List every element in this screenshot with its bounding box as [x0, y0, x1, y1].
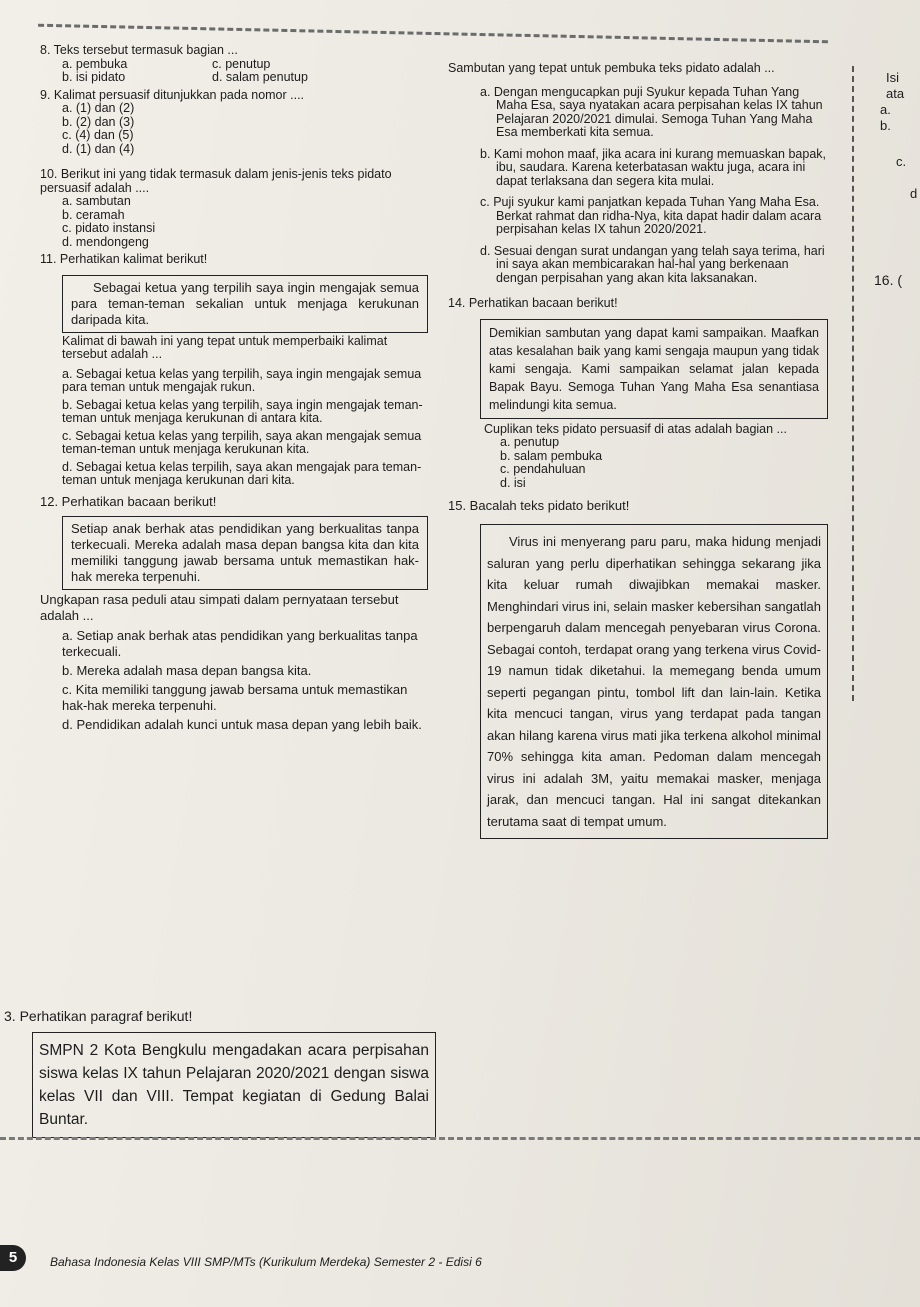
q11-option-d: d. Sebagai ketua kelas terpilih, saya akan mengajak para teman-teman untuk menjaga kerukunan dari kita.: [62, 459, 422, 487]
q8-options: [40, 58, 428, 85]
q9-option-b: b. (2) dan (3): [62, 114, 135, 129]
q12-prompt: Ungkapan rasa peduli atau simpati dalam pernyataan tersebut adalah ...: [40, 591, 399, 623]
q13-quote-box: [32, 1032, 436, 1138]
q10-stem: 10. Berikut ini yang tidak termasuk dalam jenis-jenis teks pidato persuasif adalah ....: [40, 167, 392, 195]
edge-fragment-b: b.: [880, 118, 891, 133]
edge-fragment-a: a.: [880, 102, 891, 117]
q14-option-a: a. penutup: [500, 435, 560, 449]
q12-quote-box: [62, 516, 428, 590]
q14-prompt: Cuplikan teks pidato persuasif di atas adalah bagian ...: [484, 421, 787, 436]
q11-stem: 11. Perhatikan kalimat berikut!: [40, 252, 208, 266]
q12-quote-text: Setiap anak berhak atas pendidikan yang berkualitas tanpa terkecuali. Mereka adalah masa depan bangsa kita dan kita memiliki tanggung jawab bersama untuk memastikan hak-hak mereka terpenuhi.: [71, 520, 419, 584]
q13-option-b: b. Kami mohon maaf, jika acara ini kurang memuaskan bapak, ibu, saudara. Karena keterbatasan waktu juga, acara ini dapat terlaksana dan segera kita mulai.: [480, 146, 827, 188]
q13-stem: 3. Perhatikan paragraf berikut!: [4, 1008, 193, 1024]
top-dashed-border: [38, 24, 828, 44]
q13-option-a: a. Dengan mengucapkan puji Syukur kepada Tuhan Yang Maha Esa, saya nyatakan acara perpisahan kelas IX tahun Pelajaran 2020/2021 dimulai. Semoga Tuhan Yang Maha Esa memberkati kita semua.: [480, 84, 823, 139]
edge-fragment-d: d: [910, 186, 918, 201]
edge-fragment-ata: ata: [886, 86, 905, 101]
right-edge-divider: [852, 66, 854, 701]
q9-option-a: a. (1) dan (2): [62, 101, 135, 115]
right-column: [448, 61, 828, 839]
q14-option-c: c. pendahuluan: [500, 462, 586, 476]
q9-option-d: d. (1) dan (4): [62, 141, 135, 156]
bottom-dashed-border: [0, 1137, 920, 1140]
q15-quote-text: Virus ini menyerang paru paru, maka hidung menjadi saluran yang perlu diperhatikan sehingga sekarang jika kita keluar rumah diwajibkan memakai masker. Menghindari virus ini, selain masker kebersihan sangatlah berpengaruh dalam mencegah penyebaran virus Corona. Sebagai contoh, terdapat orang yang terkena virus Covid-19 namun tidak diketahui. la memegang benda umum seperti pegangan pintu, tombol lift dan lain-lain. Ketika kita mencuci tangan, virus yang terdapat pada tangan akan hilang karena virus mati jika terkena alkohol minimal 70% sehingga kita aman. Pedoman dalam mencegah virus ini adalah 3M, yaitu memakai masker, menjaga jarak, dan mencuci tangan. Hal ini sangat ditekankan terutama saat di tempat umum.: [487, 534, 821, 829]
q12-option-a: a. Setiap anak berhak atas pendidikan yang berkualitas tanpa terkecuali.: [62, 627, 418, 659]
page-number: 5: [0, 1245, 26, 1271]
q11-option-c: c. Sebagai ketua kelas yang terpilih, saya akan mengajak semua teman-teman untuk menjaga kerukunan kita.: [62, 428, 422, 456]
q15-stem: 15. Bacalah teks pidato berikut!: [448, 498, 630, 513]
footer-text: Bahasa Indonesia Kelas VIII SMP/MTs (Kurikulum Merdeka) Semester 2 - Edisi 6: [50, 1255, 482, 1269]
q9-stem: 9. Kalimat persuasif ditunjukkan pada nomor ....: [40, 87, 305, 102]
q8-option-c: c. penutup: [212, 56, 271, 71]
q8-option-d: d. salam penutup: [212, 70, 308, 84]
q10-option-b: b. ceramah: [62, 207, 125, 222]
edge-fragment-isi: Isi: [886, 70, 899, 85]
q11-option-a: a. Sebagai ketua kelas yang terpilih, saya ingin mengajak semua para teman untuk mengajak rukun.: [62, 366, 422, 394]
left-column: [40, 44, 428, 733]
q12-option-c: c. Kita memiliki tanggung jawab bersama untuk memastikan hak-hak mereka terpenuhi.: [62, 681, 408, 713]
q11-prompt: Kalimat di bawah ini yang tepat untuk memperbaiki kalimat tersebut adalah ...: [62, 333, 388, 361]
q12-option-b: b. Mereka adalah masa depan bangsa kita.: [62, 662, 312, 678]
q13-option-d: d. Sesuai dengan surat undangan yang telah saya terima, hari ini saya akan membicarakan hal-hal yang berkenaan dengan perpisahan yang akan kita laksanakan.: [480, 243, 825, 285]
q8-option-b: b. isi pidato: [62, 70, 126, 84]
q13-question-stem: Sambutan yang tepat untuk pembuka teks pidato adalah ...: [448, 61, 775, 75]
q11-quote-box: [62, 275, 428, 333]
q11-option-b: b. Sebagai ketua kelas yang terpilih, saya ingin mengajak teman-teman untuk menjaga kerukunan di antara kita.: [62, 397, 423, 425]
q10-option-c: c. pidato instansi: [62, 221, 156, 235]
q12-stem: 12. Perhatikan bacaan berikut!: [40, 493, 217, 509]
q10-option-a: a. sambutan: [62, 194, 131, 208]
q8-stem: 8. Teks tersebut termasuk bagian ...: [40, 43, 238, 57]
q12-option-d: d. Pendidikan adalah kunci untuk masa depan yang lebih baik.: [62, 716, 422, 732]
q13-quote-text: SMPN 2 Kota Bengkulu mengadakan acara perpisahan siswa kelas IX tahun Pelajaran 2020/2021 dengan siswa kelas VII dan VIII. Tempat kegiatan di Gedung Balai Buntar.: [39, 1042, 429, 1128]
q11-quote-text: Sebagai ketua yang terpilih saya ingin mengajak semua para teman-teman sekalian untuk menjaga kerukunan daripada kita.: [71, 279, 419, 327]
q13-block: [4, 1008, 436, 1138]
q14-stem: 14. Perhatikan bacaan berikut!: [448, 296, 618, 310]
q15-quote-box: [480, 524, 828, 839]
right-edge-fragments: [866, 70, 916, 288]
q13-option-c: c. Puji syukur kami panjatkan kepada Tuhan Yang Maha Esa. Berkat rahmat dan ridha-Nya, kita dapat hadir dalam acara perpisahan kelas IX tahun 2020/2021.: [480, 195, 822, 236]
edge-fragment-16: 16. (: [874, 272, 903, 288]
q8-option-a: a. pembuka: [62, 56, 128, 71]
q10-option-d: d. mendongeng: [62, 234, 149, 249]
q14-option-b: b. salam pembuka: [500, 448, 603, 463]
q14-quote-text: Demikian sambutan yang dapat kami sampaikan. Maafkan atas kesalahan baik yang kami sengaja maupun yang tidak kami sengaja. Kami sampaikan selamat jalan kepada Bapak Bayu. Semoga Tuhan Yang Maha Esa senantiasa melindungi kita semua.: [489, 325, 819, 412]
q9-option-c: c. (4) dan (5): [62, 128, 134, 142]
q14-option-d: d. isi: [500, 475, 526, 490]
q14-quote-box: [480, 319, 828, 419]
edge-fragment-c: c.: [896, 154, 907, 169]
